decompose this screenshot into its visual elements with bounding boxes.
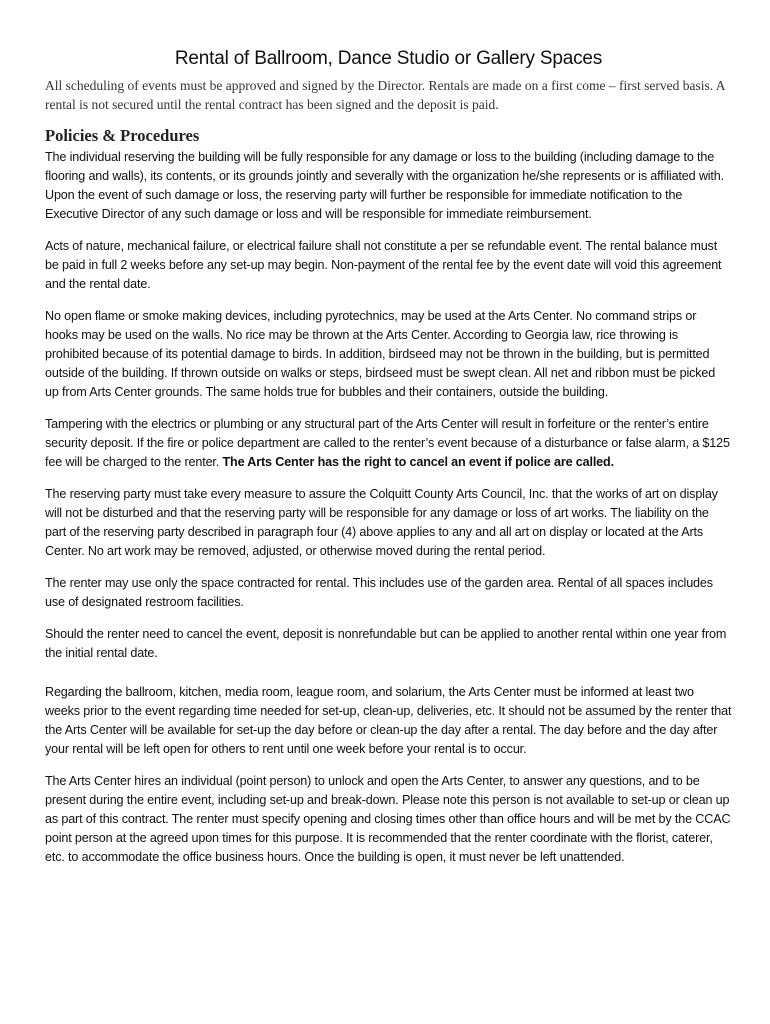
intro-paragraph: All scheduling of events must be approved and signed by the Director. Rentals are made on a first come – first served basis. A rental is not secured until the rental contract has been signed and the deposit is paid. (45, 78, 725, 112)
paragraph-point-person: The Arts Center hires an individual (point person) to unlock and open the Arts Center, to answer any questions, and to be present during the entire event, including set-up and break-down. Please note this person is not available to set-up or clean up as part of this contract. The renter must specify opening and closing times other than office hours and will be met by the CCAC point person at the agreed upon times for this purpose. It is recommended that the renter coordinate with the florist, caterer, etc. to accommodate the office business hours. Once the building is open, it must never be left unattended. (45, 774, 731, 864)
paragraph-damage-responsibility: The individual reserving the building will be fully responsible for any damage or loss to the building (including damage to the flooring and walls), its contents, or its grounds jointly and severally with the organization he/she represents or is affiliated with. Upon the event of such damage or loss, the reserving party will further be responsible for immediate notification to the Executive Director of any such damage or loss and will be responsible for immediate reimbursement. (45, 150, 724, 221)
paragraph-space-use: The renter may use only the space contracted for rental. This includes use of the garden area. Rental of all spaces includes use of designated restroom facilities. (45, 576, 713, 609)
paragraph-prohibited-items: No open flame or smoke making devices, including pyrotechnics, may be used at the Arts Center. No command strips or hooks may be used on the walls. No rice may be thrown at the Arts Center. According to Georgia law, rice throwing is prohibited because of its potential damage to birds. In addition, birdseed may not be thrown in the building, but is permitted outside of the building. If thrown outside on walks or steps, birdseed must be swept clean. All net and ribbon must be picked up from Arts Center grounds. The same holds true for bubbles and their containers, outside the building. (45, 309, 716, 399)
paragraph-cancellation: Should the renter need to cancel the event, deposit is nonrefundable but can be applied to another rental within one year from the initial rental date. (45, 627, 727, 660)
page-title: Rental of Ballroom, Dance Studio or Gallery Spaces (174, 48, 603, 69)
paragraph-refunds-payment: Acts of nature, mechanical failure, or electrical failure shall not constitute a per se refundable event. The rental balance must be paid in full 2 weeks before any set-up may begin. Non-payment of the rental fee by the event date will void this agreement and the rental date. (45, 239, 722, 291)
paragraph-tampering (45, 415, 732, 472)
paragraph-setup-notice: Regarding the ballroom, kitchen, media room, league room, and solarium, the Arts Center must be informed at least two weeks prior to the event regarding time needed for set-up, clean-up, deliveries, etc. It should not be assumed by the renter that the Arts Center will be available for set-up the day before or clean-up the day after a rental. The day before and the day after your rental will be left open for others to rent until one week before your rental is to occur. (45, 685, 732, 756)
paragraph-tampering-text: Tampering with the electrics or plumbing or any structural part of the Arts Center will result in forfeiture or the renter’s entire security deposit. If the fire or police department are called to the renter’s event because of a disturbance or false alarm, a $125 fee will be charged to the renter. (45, 417, 730, 469)
section-heading-policies: Policies & Procedures (45, 126, 200, 145)
paragraph-tampering-bold: The Arts Center has the right to cancel an event if police are called. (222, 455, 614, 469)
paragraph-art-protection: The reserving party must take every measure to assure the Colquitt County Arts Council, Inc. that the works of art on display will not be disturbed and that the reserving party will be responsible for any damage or loss of art works. The liability on the part of the reserving party described in paragraph four (4) above applies to any and all art on display or located at the Arts Center. No art work may be removed, adjusted, or otherwise moved during the rental period. (45, 487, 718, 558)
